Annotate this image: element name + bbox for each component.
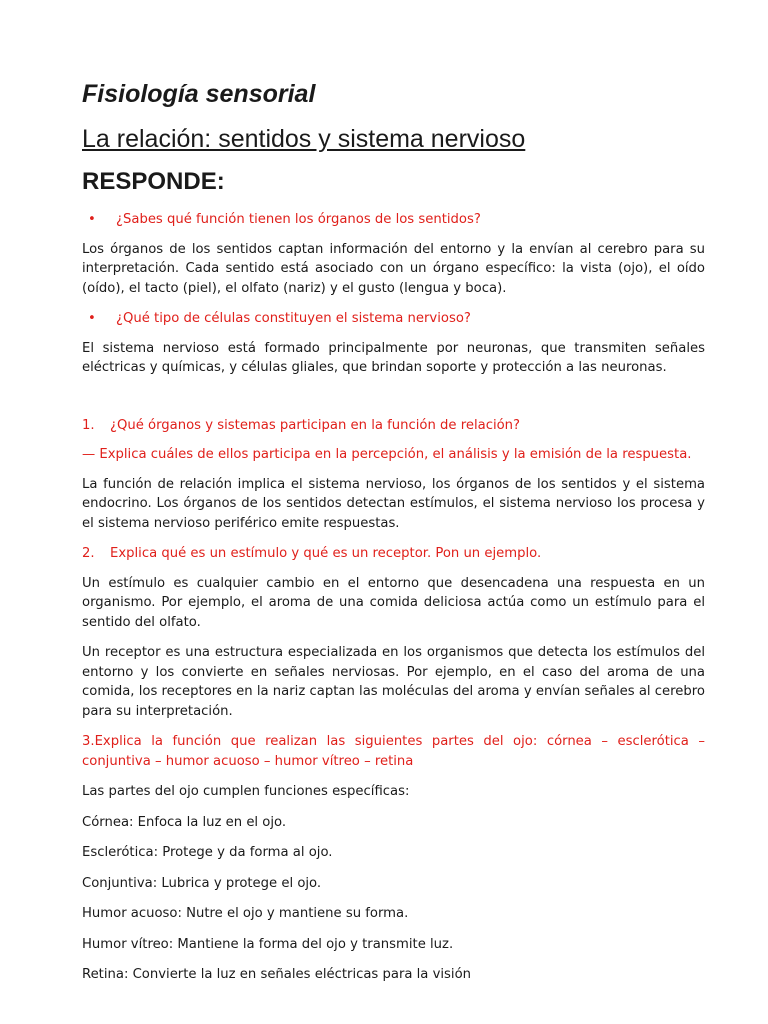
eye-part-humor-acuoso: Humor acuoso: Nutre el ojo y mantiene su forma.: [82, 906, 409, 921]
bullet-mark: •: [88, 311, 96, 326]
question-1-text: ¿Sabes qué función tienen los órganos de los sentidos?: [116, 212, 481, 227]
answer-4b: Un receptor es una estructura especializada en los organismos que detecta los estímulos del entorno y los convierte en señales nerviosas. Por ejemplo, en el caso del aroma de una comida, los receptores en la nariz captan las moléculas del aroma y envían señales al cerebro para su interpretación.: [82, 645, 705, 719]
document-title: Fisiología sensorial: [82, 80, 316, 108]
question-5: 3.Explica la función que realizan las siguientes partes del ojo: córnea – esclerótica – conjuntiva – humor acuoso – humor vítreo – retina: [82, 734, 705, 769]
answer-2: El sistema nervioso está formado principalmente por neuronas, que transmiten señales eléctricas y químicas, y células gliales, que brindan soporte y protección a las neuronas.: [82, 340, 705, 375]
document-subtitle: La relación: sentidos y sistema nervioso: [82, 125, 526, 153]
question-2: [82, 309, 705, 329]
answer-3: La función de relación implica el sistema nervioso, los órganos de los sentidos y el sistema endocrino. Los órganos de los sentidos detectan estímulos, el sistema nervioso los procesa y el sistema nervioso periférico emite respuestas.: [82, 476, 705, 531]
question-1: [82, 210, 705, 230]
eye-part-retina: Retina: Convierte la luz en señales eléctricas para la visión: [82, 967, 472, 982]
question-4: [82, 544, 705, 564]
answer-1: Los órganos de los sentidos captan información del entorno y la envían al cerebro para su interpretación. Cada sentido está asociado con un órgano específico: la vista (ojo), el oído (oído), el tacto (piel), el olfato (nariz) y el gusto (lengua y boca).: [82, 241, 705, 296]
question-3-text: ¿Qué órganos y sistemas participan en la función de relación?: [110, 417, 521, 433]
answer-4a: Un estímulo es cualquier cambio en el entorno que desencadena una respuesta en un organismo. Por ejemplo, el aroma de una comida deliciosa actúa como un estímulo para el sentido del olfato.: [82, 575, 705, 630]
eye-part-esclerotica: Esclerótica: Protege y da forma al ojo.: [82, 845, 333, 860]
question-3: [82, 416, 705, 436]
question-3-sub: — Explica cuáles de ellos participa en la percepción, el análisis y la emisión de la respuesta.: [82, 447, 692, 462]
question-2-text: ¿Qué tipo de células constituyen el sistema nervioso?: [116, 311, 471, 326]
section-heading: RESPONDE:: [82, 168, 225, 195]
question-number: 1.: [82, 417, 95, 433]
answer-5-intro: Las partes del ojo cumplen funciones específicas:: [82, 784, 410, 799]
question-4-text: Explica qué es un estímulo y qué es un receptor. Pon un ejemplo.: [110, 546, 542, 561]
eye-part-humor-vitreo: Humor vítreo: Mantiene la forma del ojo y transmite luz.: [82, 936, 454, 952]
eye-part-conjuntiva: Conjuntiva: Lubrica y protege el ojo.: [82, 875, 322, 891]
eye-part-cornea: Córnea: Enfoca la luz en el ojo.: [82, 814, 287, 830]
bullet-mark: •: [88, 212, 96, 227]
question-number: 2.: [82, 546, 95, 561]
